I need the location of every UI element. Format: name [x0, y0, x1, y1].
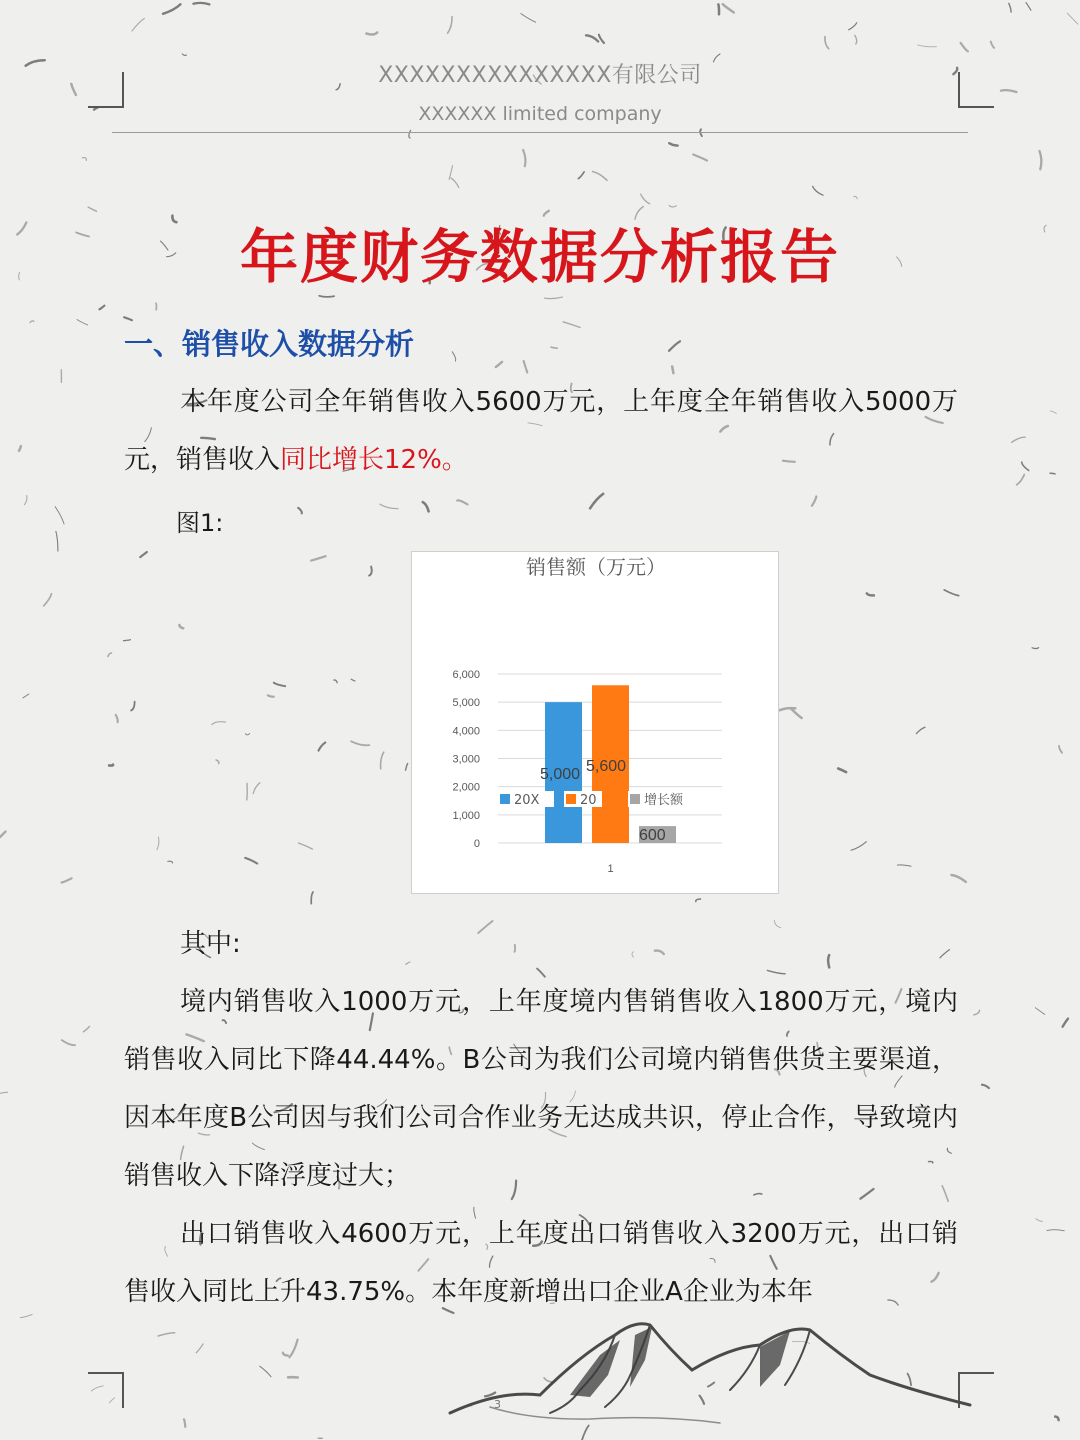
- paper-fiber: [0, 832, 6, 841]
- paper-fiber: [44, 594, 52, 606]
- paper-fiber: [108, 653, 112, 657]
- legend-swatch-1: [500, 794, 510, 804]
- paper-fiber: [124, 640, 131, 641]
- section-heading-sales: 一、销售收入数据分析: [124, 327, 415, 361]
- paper-fiber: [951, 875, 966, 882]
- paper-fiber: [366, 33, 377, 35]
- y-tick-label: 1,000: [452, 809, 480, 822]
- data-label-3: 600: [639, 827, 666, 844]
- paper-fiber: [1059, 746, 1062, 753]
- paper-fiber: [311, 892, 313, 904]
- paper-fiber: [1047, 1230, 1064, 1231]
- paper-fiber: [867, 593, 874, 595]
- paper-fiber: [1063, 1019, 1068, 1027]
- paper-fiber: [851, 842, 866, 851]
- paper-fiber: [693, 155, 707, 161]
- paper-fiber: [940, 950, 950, 958]
- paper-fiber: [253, 783, 260, 794]
- paper-fiber: [406, 962, 410, 964]
- paper-fiber: [1032, 648, 1039, 649]
- paper-fiber: [184, 1419, 185, 1427]
- paper-fiber: [163, 4, 181, 14]
- paper-fiber: [157, 837, 159, 850]
- paper-fiber: [974, 1010, 980, 1015]
- paper-fiber: [641, 194, 650, 204]
- paper-fiber: [961, 43, 968, 51]
- paper-fiber: [56, 531, 58, 551]
- paper-fiber: [82, 158, 86, 161]
- paper-fiber: [1055, 1417, 1058, 1421]
- paper-fiber: [19, 446, 21, 451]
- paper-fiber: [1001, 90, 1017, 92]
- paper-fiber: [30, 321, 34, 323]
- paper-fiber: [245, 734, 249, 735]
- paper-fiber: [1026, 3, 1031, 11]
- paper-fiber: [599, 35, 604, 43]
- paper-fiber: [20, 1315, 32, 1318]
- paper-fiber: [260, 1366, 271, 1377]
- sales-chart-svg: [412, 552, 780, 895]
- paper-fiber: [669, 143, 678, 145]
- y-tick-label: 2,000: [452, 781, 480, 794]
- paper-fiber: [774, 920, 781, 927]
- paper-fiber: [319, 296, 334, 297]
- paper-fiber: [916, 727, 925, 733]
- paper-fiber: [838, 769, 846, 773]
- paper-fiber: [449, 166, 453, 180]
- paragraph-domestic-sales: 境内销售收入1000万元，上年度境内售销售收入1800万元，境内销售收入同比下降44.44%。B公司为我们公司境内销售供货主要渠道，因本年度B公司因与我们公司合作业务无达成共识，停止合作，导致境内销售收入下降浮度过大；: [124, 987, 958, 1191]
- data-label-2: 5,600: [586, 758, 627, 775]
- company-name-en: XXXXXX limited company: [418, 103, 662, 125]
- paper-fiber: [825, 37, 829, 49]
- paper-fiber: [274, 683, 285, 687]
- paper-fiber: [578, 172, 584, 179]
- paper-fiber: [1017, 475, 1025, 485]
- paper-fiber: [283, 1353, 288, 1356]
- paper-fiber: [0, 1092, 8, 1094]
- y-tick-label: 4,000: [452, 725, 480, 738]
- paper-fiber: [124, 317, 132, 320]
- paper-fiber: [723, 4, 734, 12]
- paper-fiber: [918, 45, 937, 47]
- paper-fiber: [140, 552, 147, 557]
- paper-fiber: [182, 54, 186, 56]
- paragraph-export-sales: 出口销售收入4600万元，上年度出口销售收入3200万元，出口销售收入同比上升43.75%。本年度新增出口企业A企业为本年: [124, 1219, 958, 1307]
- data-label-1: 5,000: [540, 766, 581, 783]
- x-tick-label: 1: [607, 863, 614, 875]
- paper-fiber: [311, 556, 325, 560]
- paper-fiber: [457, 500, 467, 504]
- ink-mountain-decoration: [430, 1295, 990, 1440]
- paper-fiber: [982, 1085, 989, 1088]
- paper-fiber: [991, 42, 995, 48]
- paper-fiber: [718, 4, 719, 14]
- paper-fiber: [812, 496, 816, 505]
- paper-fiber: [381, 752, 384, 769]
- paper-fiber: [590, 494, 603, 509]
- paper-fiber: [1035, 1008, 1044, 1015]
- paper-fiber: [632, 952, 634, 958]
- paper-fiber: [551, 347, 557, 348]
- paper-fiber: [131, 702, 135, 711]
- legend-label-1: 20X: [514, 793, 540, 808]
- paper-fiber: [99, 306, 104, 310]
- paper-fiber: [289, 1340, 297, 1358]
- paragraph-text: 本年度公司全年销售收入5600万元，上年度全年销售收入5000万元，销售收入: [124, 387, 958, 475]
- paper-fiber: [655, 951, 664, 954]
- paper-fiber: [1009, 3, 1011, 12]
- paper-fiber: [423, 502, 429, 511]
- paper-fiber: [179, 625, 183, 628]
- paper-fiber: [351, 679, 355, 681]
- paper-fiber: [524, 361, 528, 373]
- paper-fiber: [245, 858, 257, 864]
- paper-fiber: [813, 186, 823, 195]
- document-title: 年度财务数据分析报告: [239, 223, 840, 291]
- chart-title: 销售额（万元）: [526, 555, 666, 579]
- header-divider: [112, 132, 968, 133]
- paper-fiber: [1022, 462, 1029, 470]
- paragraph-sales-summary: [124, 373, 958, 489]
- paper-fiber: [212, 722, 226, 725]
- paper-fiber: [586, 35, 598, 41]
- paper-fiber: [514, 945, 515, 952]
- y-tick-label: 5,000: [452, 697, 480, 710]
- sales-chart: [411, 551, 779, 894]
- paper-fiber: [669, 341, 680, 351]
- paper-fiber: [299, 843, 313, 849]
- paper-fiber: [828, 955, 829, 967]
- paper-fiber: [216, 760, 219, 764]
- paper-fiber: [62, 878, 72, 882]
- paper-fiber: [77, 319, 88, 325]
- paper-fiber: [83, 1026, 89, 1031]
- paper-fiber: [1050, 411, 1056, 413]
- page-number: 3: [494, 1398, 501, 1411]
- breakdown-label: 其中:: [180, 929, 241, 959]
- paper-fiber: [116, 715, 118, 722]
- paper-fiber: [1067, 13, 1078, 24]
- paper-fiber: [1040, 151, 1042, 169]
- paper-fiber: [944, 590, 959, 596]
- paper-fiber: [26, 60, 45, 66]
- paper-fiber: [452, 352, 455, 361]
- paper-fiber: [55, 507, 64, 524]
- paper-fiber: [158, 1333, 175, 1336]
- paper-fiber: [406, 764, 408, 771]
- paper-fiber: [545, 297, 563, 299]
- paper-fiber: [897, 865, 911, 866]
- paper-fiber: [448, 17, 452, 33]
- y-tick-label: 0: [473, 838, 480, 850]
- legend-swatch-2: [566, 794, 576, 804]
- y-tick-label: 3,000: [452, 753, 480, 766]
- paper-fiber: [24, 496, 27, 505]
- paper-fiber: [156, 303, 157, 309]
- paper-fiber: [849, 23, 857, 30]
- paper-fiber: [521, 14, 536, 23]
- paper-fiber: [62, 1040, 75, 1045]
- legend-label-2: 20: [580, 793, 597, 808]
- paper-fiber: [523, 150, 525, 166]
- corner-mark-bottom-left: [88, 1372, 124, 1408]
- paper-fiber: [855, 35, 857, 44]
- paper-fiber: [669, 205, 676, 207]
- paper-fiber: [854, 196, 858, 198]
- paper-fiber: [369, 567, 372, 576]
- paper-fiber: [23, 694, 29, 698]
- y-tick-label: 6,000: [452, 669, 480, 681]
- paper-fiber: [1012, 437, 1026, 442]
- paper-fiber: [1050, 473, 1055, 474]
- paper-fiber: [496, 362, 502, 367]
- paper-fiber: [196, 1344, 203, 1353]
- legend-label-3: 增长额: [644, 793, 684, 808]
- paper-fiber: [380, 504, 398, 509]
- paper-fiber: [563, 322, 580, 328]
- paper-fiber: [71, 84, 76, 95]
- legend-swatch-3: [630, 794, 640, 804]
- paper-fiber: [478, 921, 492, 933]
- paper-fiber: [451, 178, 459, 187]
- paper-fiber: [334, 680, 337, 683]
- paper-fiber: [1036, 1219, 1043, 1222]
- paper-fiber: [351, 741, 369, 745]
- paper-fiber: [696, 899, 701, 902]
- paper-fiber: [298, 508, 302, 514]
- figure-label: 图1:: [176, 509, 224, 537]
- paper-fiber: [168, 861, 173, 863]
- paper-fiber: [193, 3, 209, 5]
- paper-fiber: [132, 18, 145, 31]
- paper-fiber: [268, 695, 274, 696]
- growth-highlight: 同比增长12%。: [280, 445, 468, 475]
- paper-fiber: [593, 172, 607, 181]
- company-name-cn: XXXXXXXXXXXXXXX有限公司: [378, 63, 702, 88]
- page-header: [112, 58, 968, 125]
- paper-fiber: [791, 709, 802, 718]
- paper-fiber: [319, 743, 326, 751]
- paper-fiber: [109, 765, 113, 766]
